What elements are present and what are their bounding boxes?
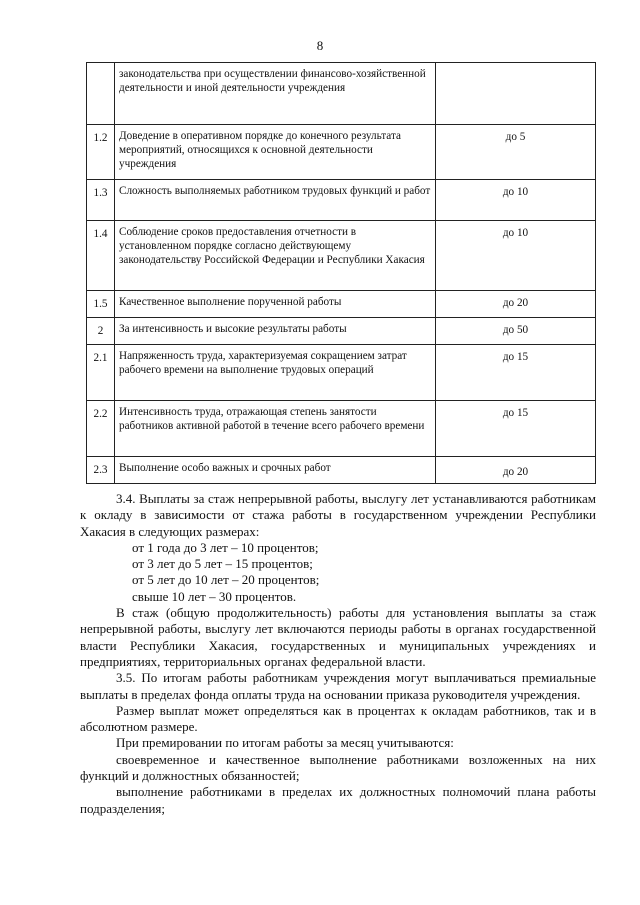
row-value [436, 63, 596, 125]
paragraph-bonus-criteria: При премировании по итогам работы за месяц учитываются: [116, 735, 454, 751]
table-row [87, 221, 596, 291]
seniority-rate-item: свыше 10 лет – 30 процентов. [132, 588, 297, 604]
row-description: Интенсивность труда, отражающая степень занятости работников активной работой в течение всего рабочего времени [115, 401, 436, 457]
row-value: до 5 [436, 125, 596, 180]
row-number: 2.3 [87, 457, 115, 484]
paragraph-bonus-size: Размер выплат может определяться как в процентах к окладам работников, так и в абсолютном размере. [80, 702, 596, 735]
row-description: Соблюдение сроков предоставления отчетности в установленном порядке согласно действующему законодательству Российской Федерации и Республики Хакасия [115, 221, 436, 291]
table-row [87, 318, 596, 345]
row-value: до 20 [436, 457, 596, 484]
row-value: до 15 [436, 401, 596, 457]
paragraph-3-4: 3.4. Выплаты за стаж непрерывной работы, выслугу лет устанавливаются работникам к окладу в зависимости от стажа работы в государственном учреждении Республики Хакасия в следующих размерах: [80, 491, 596, 539]
row-value: до 10 [436, 180, 596, 221]
row-description: законодательства при осуществлении финансово-хозяйственной деятельности и иной деятельности учреждения [115, 63, 436, 125]
table-row [87, 401, 596, 457]
row-value: до 15 [436, 345, 596, 401]
table-row [87, 345, 596, 401]
row-value: до 50 [436, 318, 596, 345]
row-description: За интенсивность и высокие результаты работы [115, 318, 436, 345]
row-number: 1.3 [87, 180, 115, 221]
seniority-rate-item: от 5 лет до 10 лет – 20 процентов; [132, 572, 320, 588]
row-value: до 10 [436, 221, 596, 291]
row-description: Сложность выполняемых работником трудовых функций и работ [115, 180, 436, 221]
row-number [87, 63, 115, 125]
row-number: 2 [87, 318, 115, 345]
seniority-rate-item: от 3 лет до 5 лет – 15 процентов; [132, 556, 313, 572]
paragraph-3-5: 3.5. По итогам работы работникам учреждения могут выплачиваться премиальные выплаты в пределах фонда оплаты труда на основании приказа руководителя учреждения. [80, 670, 596, 702]
row-value: до 20 [436, 291, 596, 318]
seniority-rate-item: от 1 года до 3 лет – 10 процентов; [132, 539, 319, 555]
table-row [87, 457, 596, 484]
row-number: 1.4 [87, 221, 115, 291]
document-body [80, 491, 596, 817]
row-number: 2.1 [87, 345, 115, 401]
bonus-criteria-table [86, 62, 596, 484]
row-description: Доведение в оперативном порядке до конечного результата мероприятий, относящихся к основной деятельности учреждения [115, 125, 436, 180]
paragraph-seniority-periods: В стаж (общую продолжительность) работы для установления выплаты за стаж непрерывной работы, выслугу лет включаются периоды работы в органах государственной власти Республики Хакасия, государственных и муниципальных учреждениях и предприятиях, территориальных органах федеральной власти. [80, 605, 596, 669]
table-row [87, 63, 596, 125]
table-row [87, 291, 596, 318]
row-description: Напряженность труда, характеризуемая сокращением затрат рабочего времени на выполнение трудовых операций [115, 345, 436, 401]
row-number: 1.5 [87, 291, 115, 318]
row-number: 1.2 [87, 125, 115, 180]
paragraph-criterion-duties: своевременное и качественное выполнение работниками возложенных на них функций и должностных обязанностей; [80, 751, 596, 784]
page-number: 8 [316, 38, 324, 53]
row-number: 2.2 [87, 401, 115, 457]
row-description: Выполнение особо важных и срочных работ [115, 457, 436, 484]
paragraph-criterion-plan: выполнение работниками в пределах их должностных полномочий плана работы подразделения; [80, 784, 596, 816]
table-row [87, 180, 596, 221]
row-description: Качественное выполнение порученной работы [115, 291, 436, 318]
table-row [87, 125, 596, 180]
